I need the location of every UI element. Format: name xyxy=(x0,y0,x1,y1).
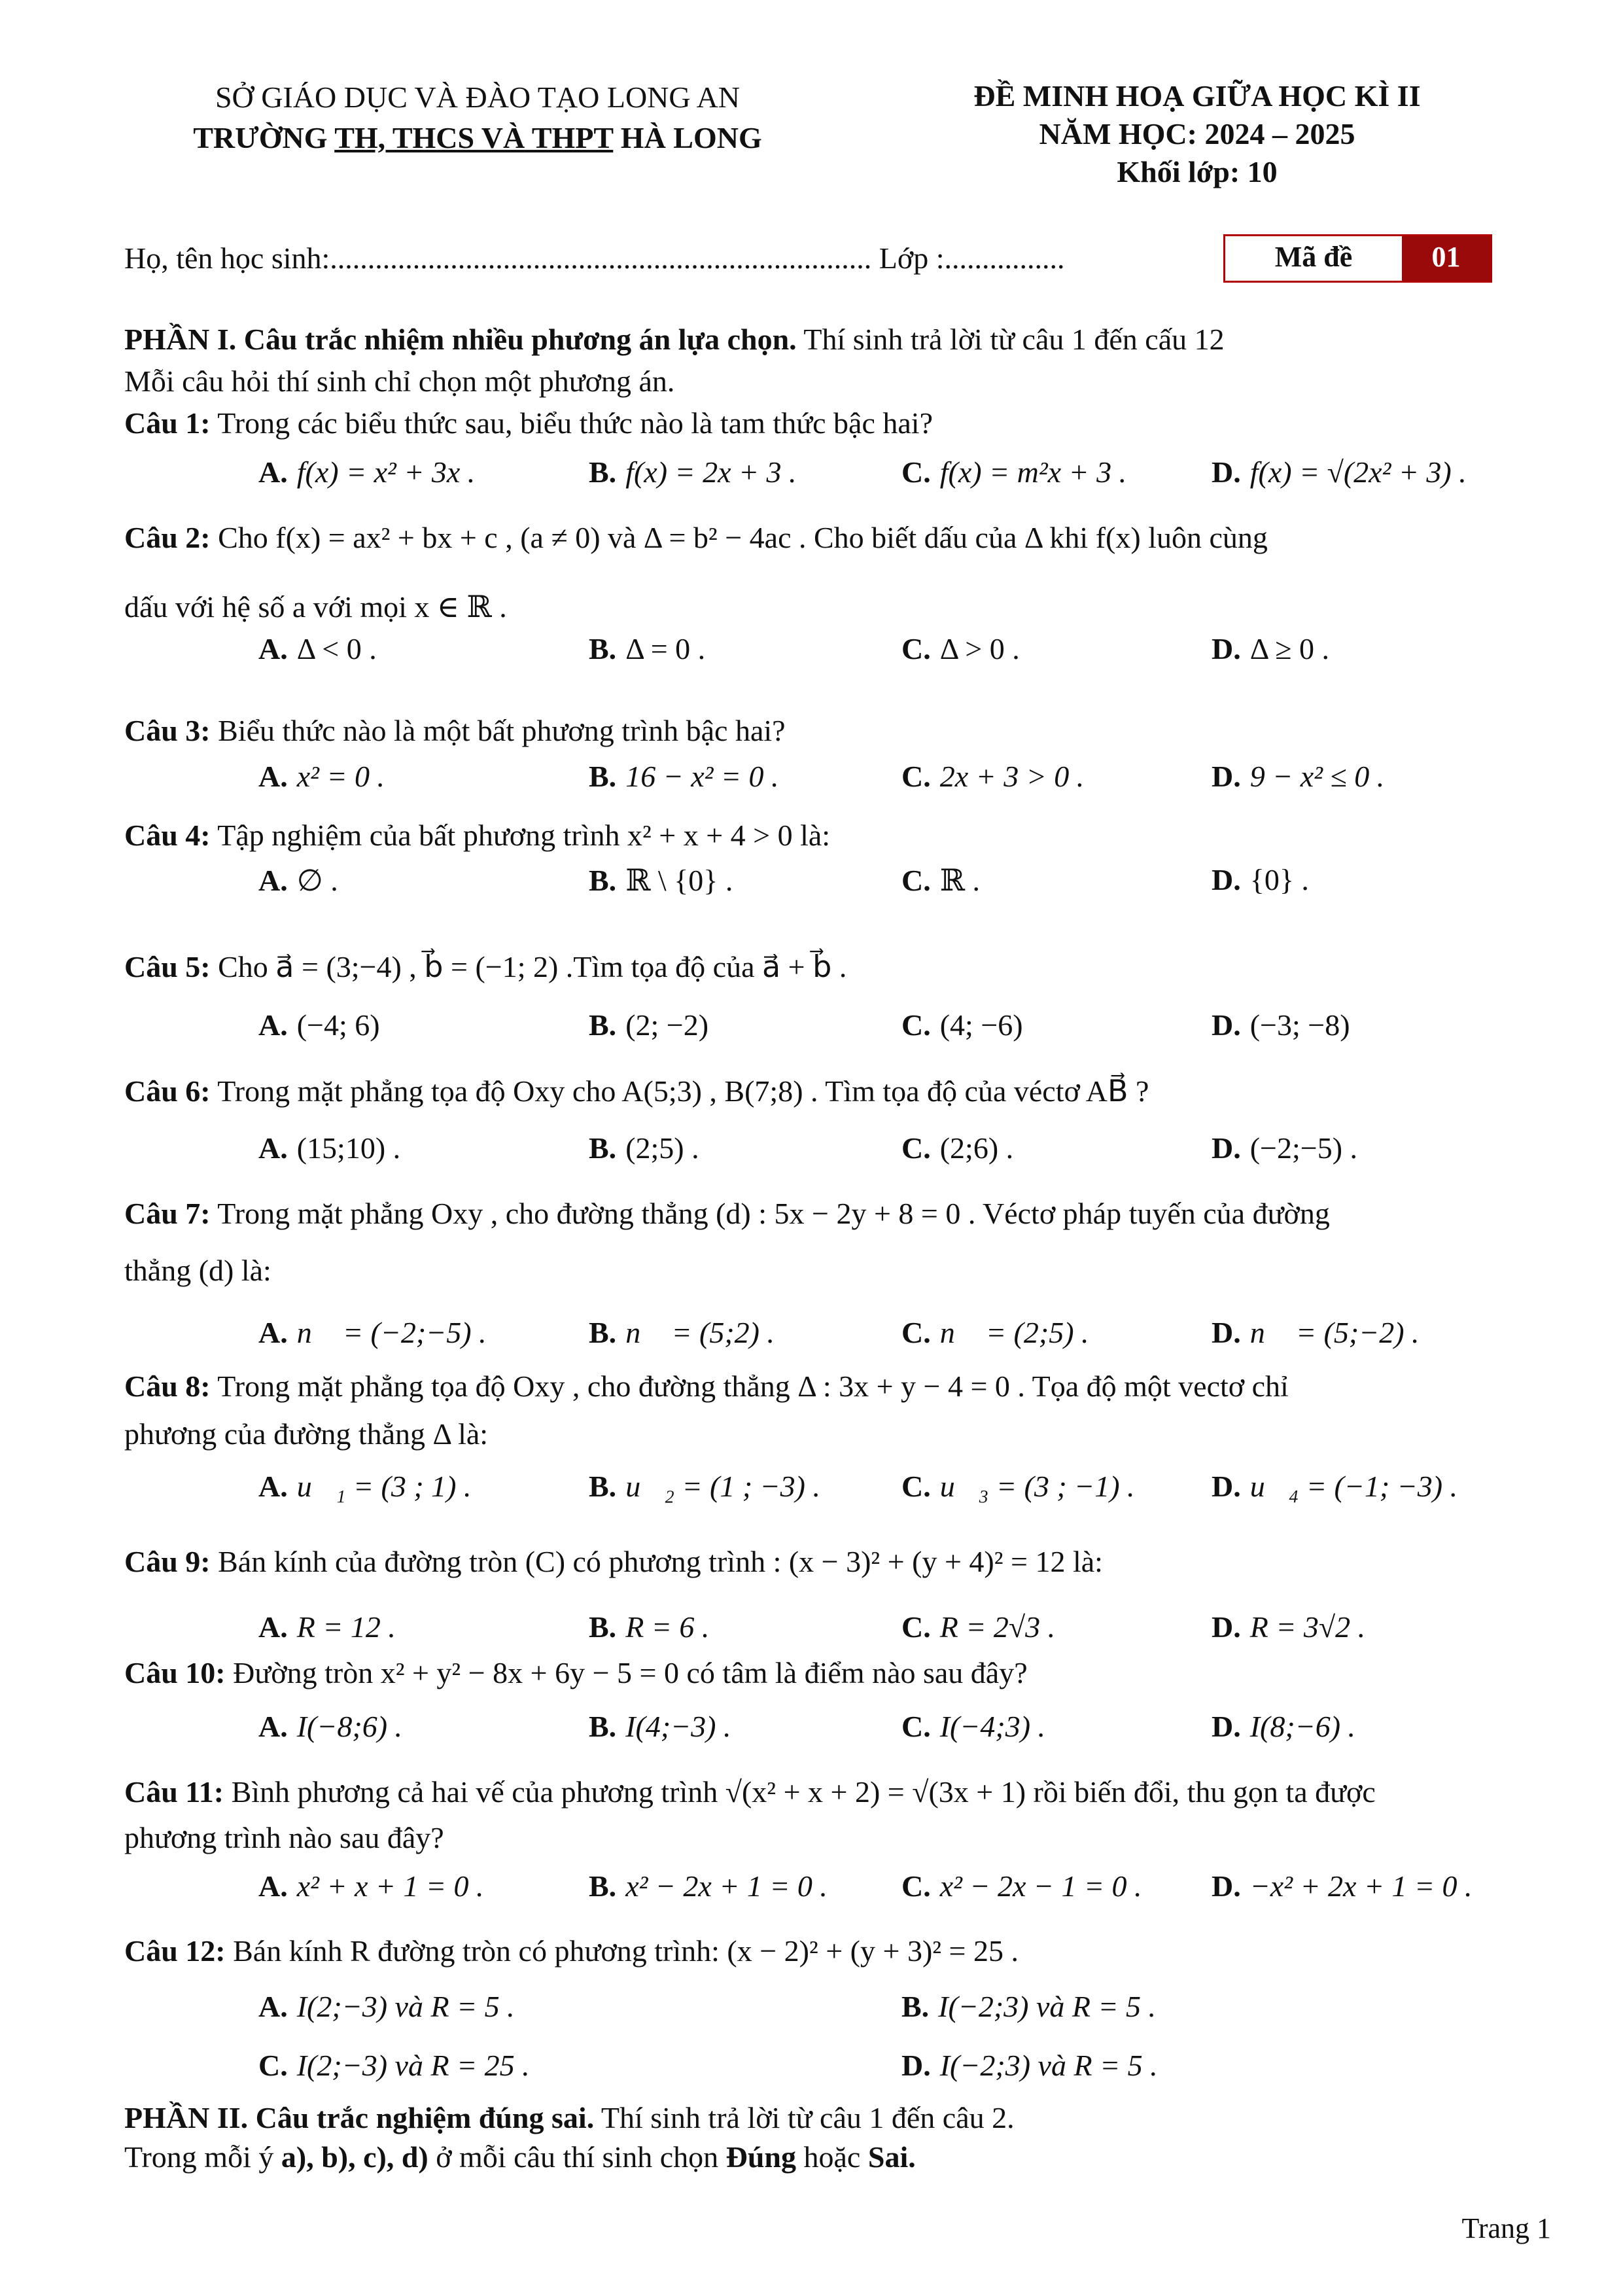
option-c[interactable]: C. 2x + 3 > 0 . xyxy=(901,760,1085,793)
option-b[interactable]: B. u⃗₂ = (1 ; −3) . xyxy=(589,1470,820,1503)
option-c[interactable]: C. (2;6) . xyxy=(901,1131,1014,1165)
options-q6 xyxy=(0,1131,1623,1176)
header-left xyxy=(131,77,824,158)
part1-heading: PHẦN I. Câu trắc nhiệm nhiều phương án lựa chọn. Thí sinh trả lời từ câu 1 đến cấu 12 xyxy=(124,323,1225,356)
option-b[interactable]: B. (2;5) . xyxy=(589,1131,699,1165)
option-d[interactable]: D. f(x) = √(2x² + 3) . xyxy=(1212,455,1467,489)
option-b[interactable]: B. (2; −2) xyxy=(589,1008,709,1042)
option-c[interactable]: C. I(−4;3) . xyxy=(901,1710,1046,1743)
option-b[interactable]: B. I(4;−3) . xyxy=(589,1710,731,1743)
option-c[interactable]: C. n⃗ = (2;5) . xyxy=(901,1316,1089,1349)
page-number: Trang 1 xyxy=(1461,2212,1551,2244)
option-a[interactable]: A. I(2;−3) và R = 5 . xyxy=(258,1990,515,2023)
option-d[interactable]: D. Δ ≥ 0 . xyxy=(1212,632,1330,665)
option-d[interactable]: D. {0} . xyxy=(1212,863,1309,896)
question-8-cont: phương của đường thẳng Δ là: xyxy=(124,1417,489,1451)
question-12: Câu 12: Bán kính R đường tròn có phương trình: (x − 2)² + (y + 3)² = 25 . xyxy=(124,1934,1019,1968)
option-b[interactable]: B. R = 6 . xyxy=(589,1610,710,1644)
question-11: Câu 11: Bình phương cả hai vế của phương trình √(x² + x + 2) = √(3x + 1) rồi biến đổi, thu gọn ta được xyxy=(124,1775,1376,1809)
exam-code-box xyxy=(1223,234,1492,283)
option-c[interactable]: C. R = 2√3 . xyxy=(901,1610,1056,1644)
option-d[interactable]: D. n⃗ = (5;−2) . xyxy=(1212,1316,1420,1349)
question-2-cont: dấu với hệ số a với mọi x ∈ ℝ . xyxy=(124,590,507,624)
option-b[interactable]: B. f(x) = 2x + 3 . xyxy=(589,455,797,489)
question-9: Câu 9: Bán kính của đường tròn (C) có phương trình : (x − 3)² + (y + 4)² = 12 là: xyxy=(124,1545,1103,1578)
options-q12-row2 xyxy=(0,2048,1623,2094)
exam-code-value: 01 xyxy=(1402,236,1490,281)
options-q2 xyxy=(0,631,1623,677)
option-b[interactable]: B. ℝ \ {0} . xyxy=(589,864,733,897)
header-right xyxy=(903,77,1492,191)
option-d[interactable]: D. I(8;−6) . xyxy=(1212,1710,1356,1743)
part2-instruction: Trong mỗi ý a), b), c), d) ở mỗi câu thí sinh chọn Đúng hoặc Sai. xyxy=(124,2140,916,2174)
option-c[interactable]: C. I(2;−3) và R = 25 . xyxy=(258,2049,530,2082)
option-a[interactable]: A. R = 12 . xyxy=(258,1610,396,1644)
option-a[interactable]: A. ∅ . xyxy=(258,864,338,897)
options-q9 xyxy=(0,1610,1623,1655)
options-q8 xyxy=(0,1469,1623,1515)
options-q5 xyxy=(0,1008,1623,1053)
option-a[interactable]: A. (15;10) . xyxy=(258,1131,401,1165)
option-d[interactable]: D. u⃗₄ = (−1; −3) . xyxy=(1212,1470,1458,1503)
option-b[interactable]: B. n⃗ = (5;2) . xyxy=(589,1316,775,1349)
question-3: Câu 3: Biểu thức nào là một bất phương trình bậc hai? xyxy=(124,714,786,747)
option-d[interactable]: D. 9 − x² ≤ 0 . xyxy=(1212,760,1385,793)
option-a[interactable]: A. I(−8;6) . xyxy=(258,1710,403,1743)
option-b[interactable]: B. 16 − x² = 0 . xyxy=(589,760,779,793)
grade-level: Khối lớp: 10 xyxy=(1117,155,1278,188)
student-info-line: Họ, tên học sinh:........................................................................ Lớp :................ xyxy=(124,241,1065,275)
option-d[interactable]: D. R = 3√2 . xyxy=(1212,1610,1366,1644)
option-a[interactable]: A. n⃗ = (−2;−5) . xyxy=(258,1316,487,1349)
question-7: Câu 7: Trong mặt phẳng Oxy , cho đường thẳng (d) : 5x − 2y + 8 = 0 . Véctơ pháp tuyến của đường xyxy=(124,1197,1330,1230)
department-name: SỞ GIÁO DỤC VÀ ĐÀO TẠO LONG AN xyxy=(215,80,741,114)
part2-heading: PHẦN II. Câu trắc nghiệm đúng sai. Thí sinh trả lời từ câu 1 đến câu 2. xyxy=(124,2101,1015,2134)
question-4: Câu 4: Tập nghiệm của bất phương trình x² + x + 4 > 0 là: xyxy=(124,819,831,852)
option-b[interactable]: B. x² − 2x + 1 = 0 . xyxy=(589,1869,828,1903)
question-6: Câu 6: Trong mặt phẳng tọa độ Oxy cho A(5;3) , B(7;8) . Tìm tọa độ của véctơ AB⃗ ? xyxy=(124,1074,1149,1108)
option-b[interactable]: B. Δ = 0 . xyxy=(589,632,706,665)
option-d[interactable]: D. (−3; −8) xyxy=(1212,1008,1350,1042)
options-q12-row1 xyxy=(0,1989,1623,2035)
question-7-cont: thẳng (d) là: xyxy=(124,1254,271,1287)
option-c[interactable]: C. (4; −6) xyxy=(901,1008,1023,1042)
question-8: Câu 8: Trong mặt phẳng tọa độ Oxy , cho đường thẳng Δ : 3x + y − 4 = 0 . Tọa độ một vectơ chỉ xyxy=(124,1369,1289,1403)
question-1: Câu 1: Trong các biểu thức sau, biểu thức nào là tam thức bậc hai? xyxy=(124,406,933,440)
options-q3 xyxy=(0,759,1623,805)
part1-instruction: Mỗi câu hỏi thí sinh chỉ chọn một phương án. xyxy=(124,364,675,398)
option-c[interactable]: C. Δ > 0 . xyxy=(901,632,1020,665)
exam-title: ĐỀ MINH HOẠ GIỮA HỌC KÌ II xyxy=(973,79,1421,113)
option-a[interactable]: A. Δ < 0 . xyxy=(258,632,377,665)
question-11-cont: phương trình nào sau đây? xyxy=(124,1821,444,1854)
question-10: Câu 10: Đường tròn x² + y² − 8x + 6y − 5 = 0 có tâm là điểm nào sau đây? xyxy=(124,1656,1028,1689)
option-a[interactable]: A. x² = 0 . xyxy=(258,760,385,793)
option-d[interactable]: D. (−2;−5) . xyxy=(1212,1131,1358,1165)
option-a[interactable]: A. x² + x + 1 = 0 . xyxy=(258,1869,484,1903)
option-d[interactable]: D. I(−2;3) và R = 5 . xyxy=(901,2049,1158,2082)
option-c[interactable]: C. x² − 2x − 1 = 0 . xyxy=(901,1869,1142,1903)
options-q7 xyxy=(0,1315,1623,1361)
option-a[interactable]: A. f(x) = x² + 3x . xyxy=(258,455,476,489)
school-name: TRƯỜNG TH, THCS VÀ THPT HÀ LONG xyxy=(193,121,762,154)
option-b[interactable]: B. I(−2;3) và R = 5 . xyxy=(901,1990,1157,2023)
options-q11 xyxy=(0,1869,1623,1915)
options-q4 xyxy=(0,862,1623,908)
option-c[interactable]: C. f(x) = m²x + 3 . xyxy=(901,455,1127,489)
option-a[interactable]: A. u⃗₁ = (3 ; 1) . xyxy=(258,1470,472,1503)
exam-code-label: Mã đề xyxy=(1274,241,1353,273)
option-a[interactable]: A. (−4; 6) xyxy=(258,1008,380,1042)
question-5: Câu 5: Cho a⃗ = (3;−4) , b⃗ = (−1; 2) .Tìm tọa độ của a⃗ + b⃗ . xyxy=(124,950,847,983)
option-c[interactable]: C. u⃗₃ = (3 ; −1) . xyxy=(901,1470,1135,1503)
options-q1 xyxy=(0,455,1623,501)
question-2: Câu 2: Cho f(x) = ax² + bx + c , (a ≠ 0) và Δ = b² − 4ac . Cho biết dấu của Δ khi f(x) luôn cùng xyxy=(124,521,1268,554)
option-c[interactable]: C. ℝ . xyxy=(901,864,980,897)
option-d[interactable]: D. −x² + 2x + 1 = 0 . xyxy=(1212,1869,1473,1903)
school-year: NĂM HỌC: 2024 – 2025 xyxy=(1039,117,1355,150)
options-q10 xyxy=(0,1709,1623,1755)
